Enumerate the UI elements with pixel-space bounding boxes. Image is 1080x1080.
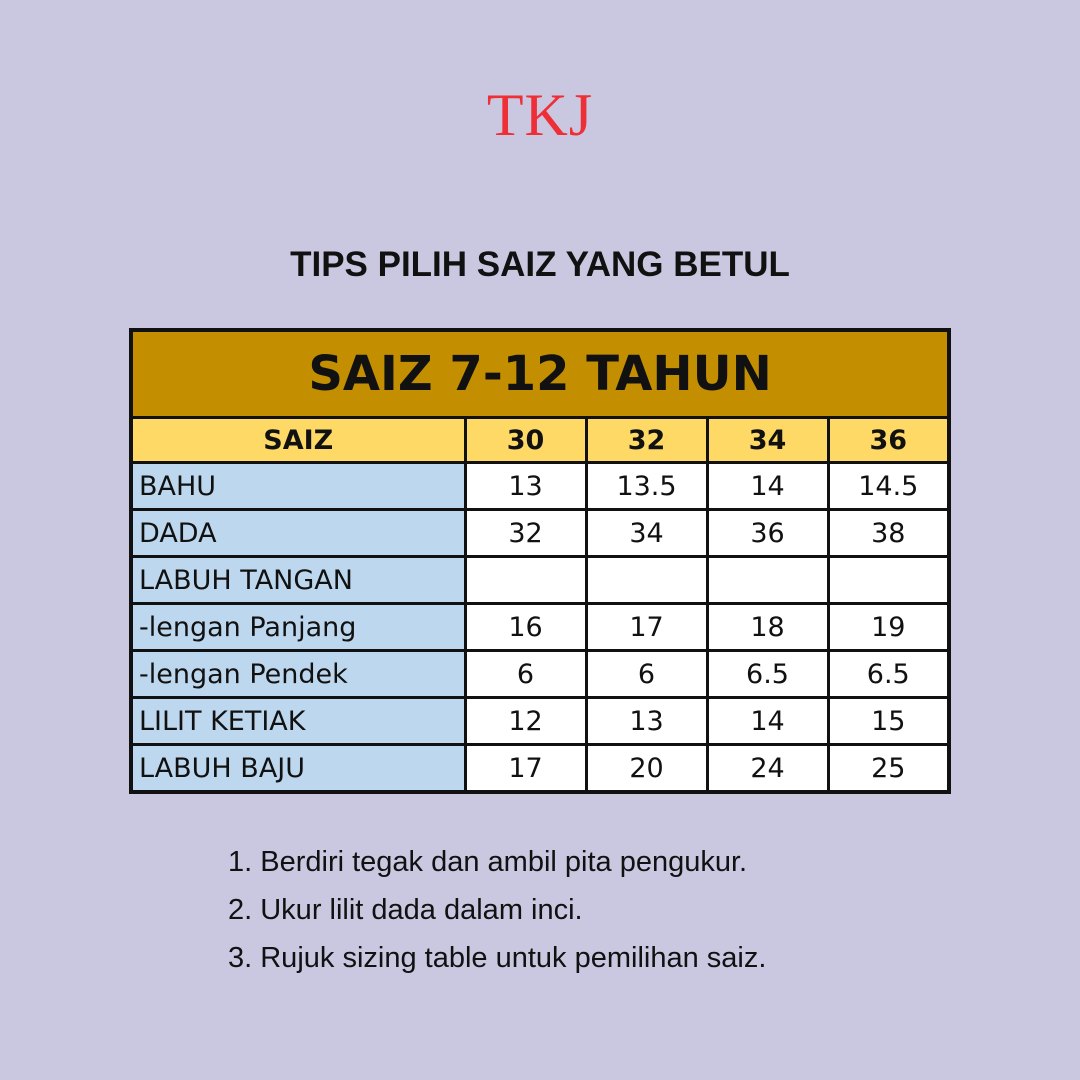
table-row [131, 698, 949, 745]
instruction-item: 3. Rujuk sizing table untuk pemilihan saiz. [228, 942, 767, 974]
header-size-32: 32 [586, 418, 707, 463]
table-cell: 6 [465, 651, 586, 698]
header-size-label: SAIZ [131, 418, 465, 463]
instruction-item: 2. Ukur lilit dada dalam inci. [228, 894, 583, 926]
table-cell: 6.5 [828, 651, 949, 698]
table-cell: 14.5 [828, 463, 949, 510]
table-row [131, 557, 949, 604]
table-header-row [131, 418, 949, 463]
table-row [131, 463, 949, 510]
table-cell: 38 [828, 510, 949, 557]
header-size-30: 30 [465, 418, 586, 463]
table-cell: 6 [586, 651, 707, 698]
table-banner: SAIZ 7-12 TAHUN [131, 330, 949, 418]
table-cell: 20 [586, 745, 707, 793]
table-cell: 12 [465, 698, 586, 745]
table-cell: 34 [586, 510, 707, 557]
row-label: -lengan Pendek [131, 651, 465, 698]
brand-logo: TKJ [486, 82, 594, 148]
page-title: TIPS PILIH SAIZ YANG BETUL [290, 245, 790, 284]
table-cell [707, 557, 828, 604]
size-chart-table [129, 328, 951, 794]
table-row [131, 510, 949, 557]
table-cell: 36 [707, 510, 828, 557]
instruction-item: 1. Berdiri tegak dan ambil pita pengukur. [228, 846, 748, 878]
table-cell: 24 [707, 745, 828, 793]
table-cell: 19 [828, 604, 949, 651]
table-cell [465, 557, 586, 604]
row-label: -lengan Panjang [131, 604, 465, 651]
table-cell: 13 [465, 463, 586, 510]
table-cell: 15 [828, 698, 949, 745]
table-cell: 14 [707, 698, 828, 745]
header-size-34: 34 [707, 418, 828, 463]
table-cell: 6.5 [707, 651, 828, 698]
row-label: DADA [131, 510, 465, 557]
table-cell: 13 [586, 698, 707, 745]
row-label: LILIT KETIAK [131, 698, 465, 745]
row-label: LABUH BAJU [131, 745, 465, 793]
table-cell: 16 [465, 604, 586, 651]
table-cell: 13.5 [586, 463, 707, 510]
table-row [131, 604, 949, 651]
table-cell [586, 557, 707, 604]
table-row [131, 745, 949, 793]
table-cell: 18 [707, 604, 828, 651]
table-row [131, 651, 949, 698]
table-cell: 17 [465, 745, 586, 793]
instruction-list [228, 838, 1028, 982]
table-banner-row [131, 330, 949, 418]
table-cell [828, 557, 949, 604]
table-cell: 32 [465, 510, 586, 557]
table-cell: 14 [707, 463, 828, 510]
row-label: BAHU [131, 463, 465, 510]
header-size-36: 36 [828, 418, 949, 463]
row-label: LABUH TANGAN [131, 557, 465, 604]
table-cell: 17 [586, 604, 707, 651]
table-cell: 25 [828, 745, 949, 793]
